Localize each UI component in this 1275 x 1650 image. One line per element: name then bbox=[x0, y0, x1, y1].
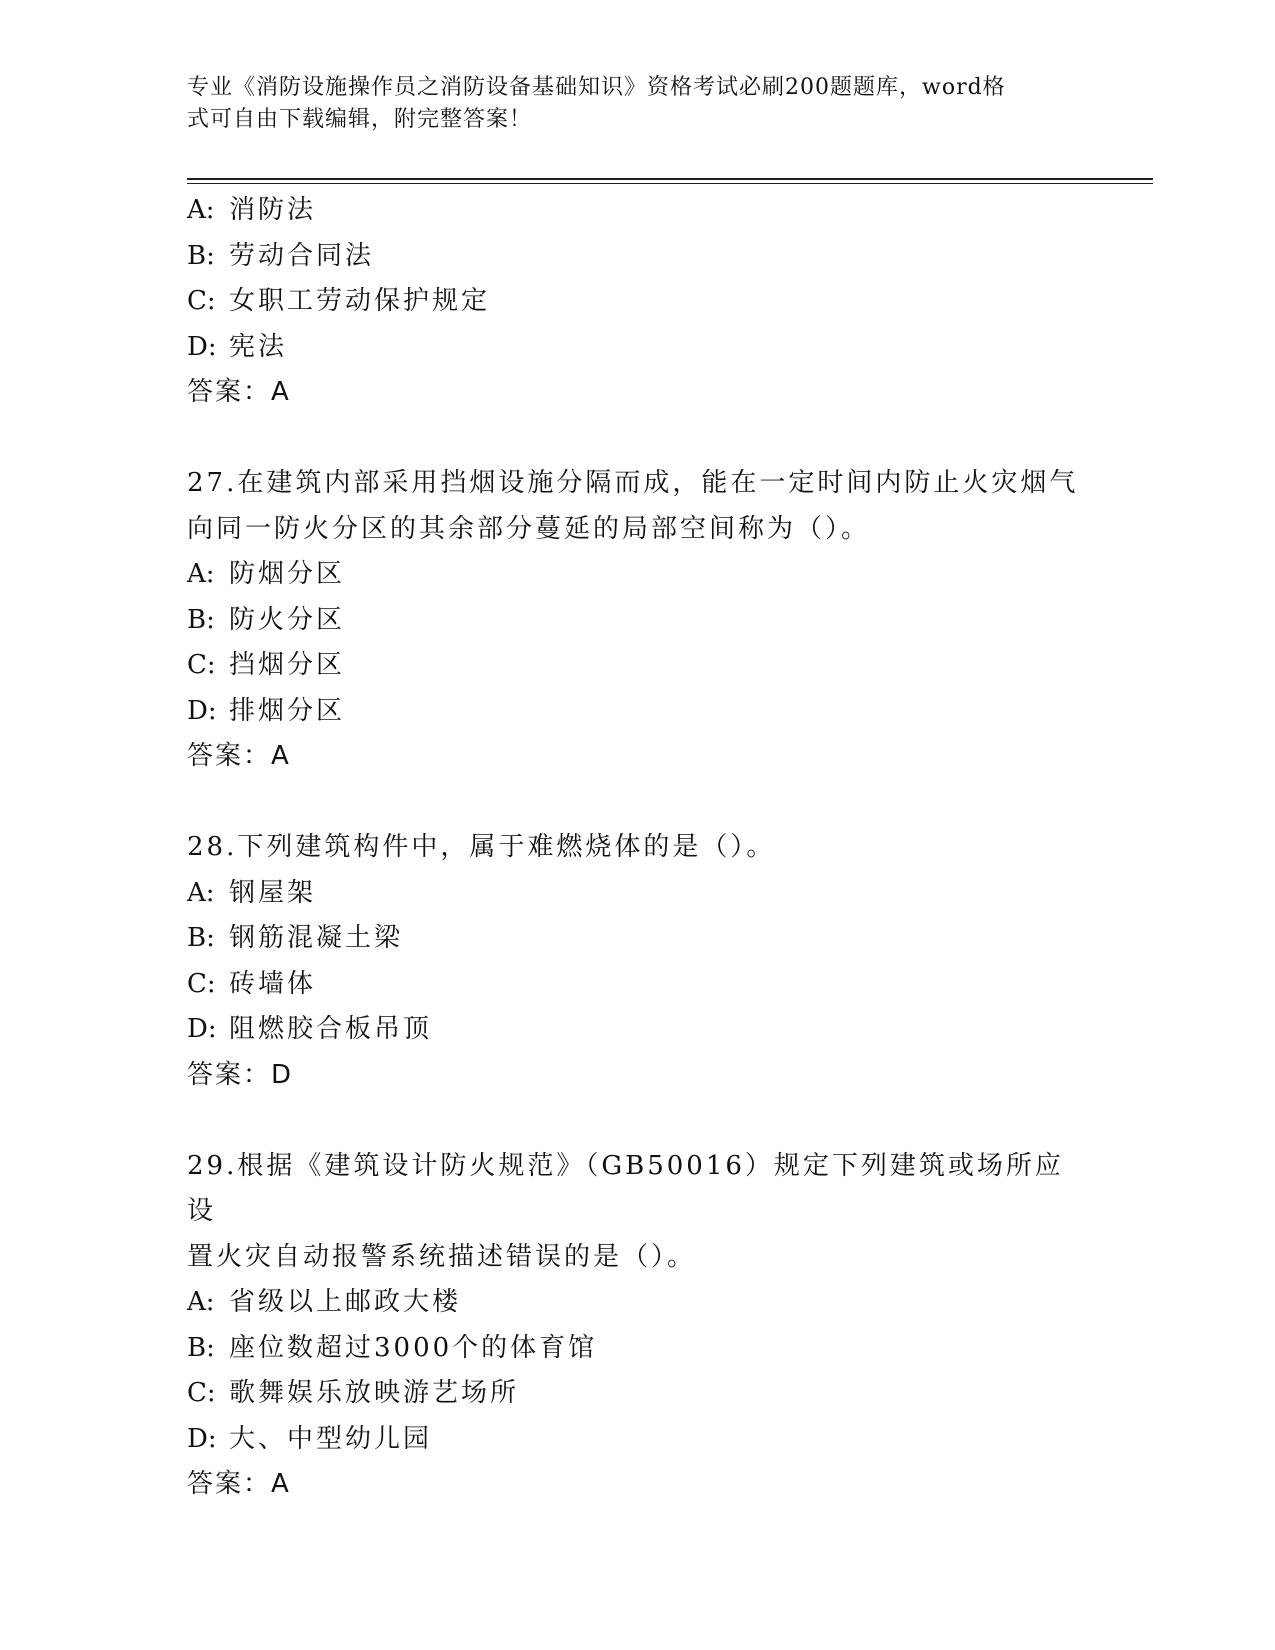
option-a: A: 消防法 bbox=[187, 195, 317, 225]
question-text-line-1: 29.根据《建筑设计防火规范》（GB50016）规定下列建筑或场所应设 bbox=[187, 1150, 1064, 1226]
question-block-28 bbox=[187, 825, 1087, 1098]
question-list bbox=[187, 188, 1087, 1508]
header-divider-thick bbox=[187, 178, 1153, 180]
document-header bbox=[187, 72, 1087, 136]
option-b: B: 钢筋混凝土梁 bbox=[187, 923, 404, 953]
option-d: D: 阻燃胶合板吊顶 bbox=[187, 1014, 433, 1044]
option-a: A: 省级以上邮政大楼 bbox=[187, 1287, 462, 1317]
spacer bbox=[187, 416, 1087, 462]
answer-line: 答案：A bbox=[187, 377, 291, 407]
question-block-27 bbox=[187, 461, 1087, 780]
header-line-1: 专业《消防设施操作员之消防设备基础知识》资格考试必刷200题题库，word格 bbox=[187, 75, 1006, 100]
option-b: B: 座位数超过3000个的体育馆 bbox=[187, 1332, 598, 1363]
answer-line: 答案：A bbox=[187, 1469, 291, 1499]
spacer bbox=[187, 1098, 1087, 1144]
question-text-line-1: 27.在建筑内部采用挡烟设施分隔而成，能在一定时间内防止火灾烟气 bbox=[187, 468, 1079, 498]
header-divider-thin bbox=[187, 183, 1153, 184]
question-text-line-2: 向同一防火分区的其余部分蔓延的局部空间称为（）。 bbox=[187, 513, 871, 544]
option-c: C: 歌舞娱乐放映游艺场所 bbox=[187, 1378, 520, 1408]
question-text-line-2: 置火灾自动报警系统描述错误的是（）。 bbox=[187, 1241, 697, 1272]
option-c: C: 砖墙体 bbox=[187, 968, 317, 999]
answer-line: 答案：A bbox=[187, 741, 291, 771]
question-text-line-1: 28.下列建筑构件中，属于难燃烧体的是（）。 bbox=[187, 832, 776, 862]
option-d: D: 排烟分区 bbox=[187, 695, 346, 726]
option-a: A: 防烟分区 bbox=[187, 559, 346, 589]
option-d: D: 宪法 bbox=[187, 331, 288, 362]
option-d: D: 大、中型幼儿园 bbox=[187, 1423, 433, 1454]
option-b: B: 防火分区 bbox=[187, 604, 346, 635]
question-block-26 bbox=[187, 188, 1087, 416]
option-a: A: 钢屋架 bbox=[187, 877, 317, 908]
question-block-29 bbox=[187, 1144, 1087, 1508]
option-c: C: 挡烟分区 bbox=[187, 650, 346, 680]
option-b: B: 劳动合同法 bbox=[187, 240, 375, 271]
option-c: C: 女职工劳动保护规定 bbox=[187, 286, 491, 316]
answer-line: 答案：D bbox=[187, 1059, 294, 1090]
spacer bbox=[187, 780, 1087, 826]
header-line-2: 式可自由下载编辑，附完整答案！ bbox=[187, 107, 533, 132]
